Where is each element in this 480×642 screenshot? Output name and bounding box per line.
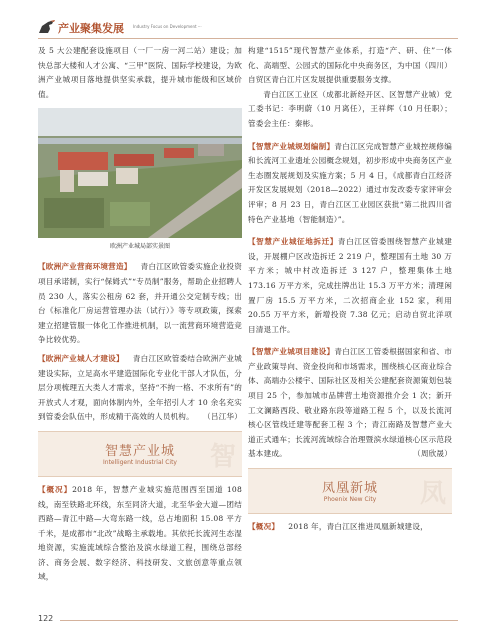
magazine-subtitle: Industry Focus on Development ··· bbox=[133, 24, 202, 29]
project-text: 青白江区工管委根据国家和省、市产业政策导向、资金投向和市场需求，围绕核心区商业综合体、高端办公楼宇、国际社区及相关公建配套资源策划包装项目 25 个，参加城市品牌营土地资源推介会 1 次；新开工文澜路西段、敬业路东段等道路工程 5 个，以及长流河核心区管线迁建等配套工程 3 个；青江南路及智慧产业大道正式通车；长流河流域综合治理暨滨水绿道核心区示范段基本建成。 bbox=[248, 347, 452, 459]
overview-tag: 【概况】 bbox=[38, 484, 73, 494]
page-header bbox=[0, 0, 480, 44]
overview-text: 2018 年，智慧产业城实施范围西至国道 108 线，南至铁路北环线，东至同济大道，北至华金大道—团结西路—青江中路—大弯东路一线，总占地面积 15.08 平方千米，是成都市“北改”战略主承载地。其依托长流河生态湿地资源，实施流域综合整治及滨水绿道工程，围绕总部经济、商务会展、数字经济、科技研发、文旅创意等重点领域， bbox=[38, 484, 242, 582]
magazine-title: 产业聚集发展 bbox=[58, 22, 124, 35]
project-paragraph bbox=[248, 345, 452, 462]
business-environment-paragraph bbox=[38, 260, 242, 348]
business-environment-tag: 【欧洲产业营商环境营造】 bbox=[38, 262, 132, 272]
talent-text: 青白江区欧管委结合欧洲产业城建设实际，立足高水平建造国际化专业化干部人才队伍，分层分项梳理五大类人才需求，坚持“不拘一格、不求所有”的开放式人才观，面向体制内外，全年招引人才 10 余名充实到管委会队伍中，形成精干高效的人员机构。 bbox=[38, 353, 242, 422]
talent-author: （吕江华） bbox=[203, 412, 242, 422]
intelligent-city-banner bbox=[38, 431, 242, 477]
intelligent-city-title: 智慧产业城 bbox=[104, 443, 175, 459]
aerial-photo-icon bbox=[38, 108, 242, 238]
right-intro-paragraph: 构建“1515”现代智慧产业体系，打造“产、研、住”一体化、高端型、公园式的国际化中央商务区，为中国（四川）自贸区青白江片区发展提供重要服务支撑。 bbox=[248, 46, 452, 85]
photo-caption: 欧洲产业城局部实景图 bbox=[109, 243, 170, 251]
phoenix-overview-text: 2018 年，青白江区推进凤凰新城建设， bbox=[288, 522, 428, 532]
intelligent-city-subtitle: Intelligent Industrial City bbox=[103, 458, 177, 466]
phoenix-city-title: 凤凰新城 bbox=[321, 481, 378, 497]
banner-watermark: 凤 bbox=[419, 479, 446, 510]
phoenix-city-subtitle: Phoenix New City bbox=[323, 496, 377, 504]
banner-watermark: 智 bbox=[209, 441, 236, 472]
phoenix-overview-tag: 【概况】 bbox=[248, 522, 280, 532]
header-divider bbox=[38, 38, 458, 39]
right-column bbox=[248, 44, 452, 535]
talent-tag: 【欧洲产业城人才建设】 bbox=[38, 353, 124, 363]
intelligent-city-overview bbox=[38, 483, 242, 585]
council-paragraph: 青白江区工业区（成都北新经开区、区智慧产业城）党工委书记：李明蔚（10 月离任），王祥辉（10 月任职）；管委会主任：秦彬。 bbox=[248, 89, 452, 128]
phoenix-city-banner bbox=[248, 468, 452, 514]
talent-paragraph bbox=[38, 352, 242, 425]
project-author: （周欣晟） bbox=[413, 449, 452, 459]
left-column bbox=[38, 44, 242, 585]
planning-tag: 【智慧产业城规划编制】 bbox=[248, 141, 335, 151]
intro-paragraph: 及 5 大公建配套设施项目（一厂一房一河二站）建设；加快总部大楼和人才公寓、“三甲”医院、国际学校建设，为欧洲产业城项目落地提供坚实承载，提升城市能级和区域价值。 bbox=[38, 46, 242, 99]
industrial-city-photo bbox=[38, 108, 242, 238]
relocation-tag: 【智慧产业城征地拆迁】 bbox=[248, 237, 338, 247]
phoenix-overview bbox=[248, 520, 452, 535]
footer-divider bbox=[60, 620, 458, 621]
business-environment-text: 青白江区欧管委实施企业投资项目承诺制，实行“保姆式”“专员制”服务，帮助企业招聘人员 230 人，落实公租房 62 套，并开通公交定制专线；出台《标准化厂房运营管理办法（试行）》等专项政策，探索建立招建管服一体化工作推进机制，以一流营商环境营造竞争比较优势。 bbox=[38, 262, 242, 345]
page-number: 122 bbox=[38, 614, 54, 623]
planning-paragraph bbox=[248, 140, 452, 228]
relocation-text: 青白江区管委围绕智慧产业城建设，开展棚户区改造拆迁 2 219 户，整理国有土地 30 万平方米；城中村改造拆迁 3 127 户，整理集体土地 173.16 万平方米，完成拄牌出让 15.3 万平方米；清理闲置厂房 15.5 万平方米，二次招商企业 152 家，利用 20.55 万平方米，新增投资 7.38 亿元；启动自贸北洋项目清退工作。 bbox=[248, 237, 452, 334]
project-tag: 【智慧产业城项目建设】 bbox=[248, 347, 335, 357]
horse-logo-icon bbox=[38, 20, 56, 34]
relocation-paragraph bbox=[248, 235, 452, 337]
planning-text: 青白江区完成智慧产业城控规修编和长流河工业遗址公园概念规划，初步形成中央商务区产业生态圈发展规划及实施方案；5 月 4 日，《成都青白江经济开发区发展规划（2018—2022）通过市发改委专家评审会评审；8 月 23 日，青白江区工业园区获批“第二批四川省特色产业基地（智能制造）”。 bbox=[248, 141, 452, 224]
